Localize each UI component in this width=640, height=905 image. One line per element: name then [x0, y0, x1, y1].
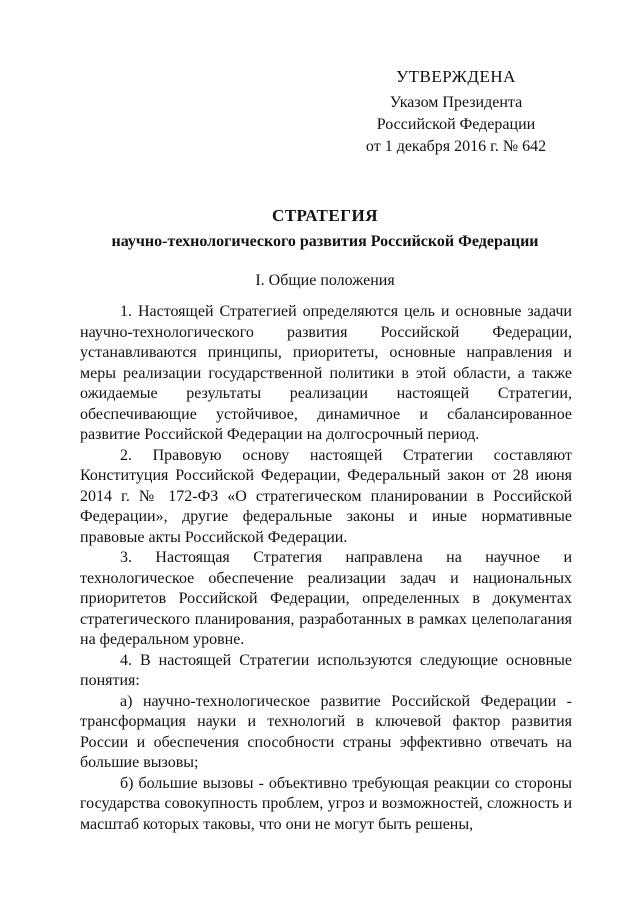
approval-stamp — [346, 66, 566, 158]
section-heading: I. Общие положения — [255, 272, 395, 289]
paragraph-4: 4. В настоящей Стратегии используются следующие основные понятия: — [80, 651, 572, 689]
paragraph-2: 2. Правовую основу настоящей Стратегии составляют Конституция Российской Федерации, Федеральный закон от 28 июня 2014 г. № 172-ФЗ «О стратегическом планировании в Российской Федерации», другие федеральные законы и иные нормативные правовые акты Российской Федерации. — [80, 446, 572, 546]
paragraph-4b: б) большие вызовы - объективно требующая реакции со стороны государства совокупность проблем, угроз и возможностей, сложность и масштаб которых таковы, что они не могут быть решены, — [80, 774, 572, 833]
approval-label: УТВЕРЖДЕНА — [396, 67, 516, 86]
approval-line-3: от 1 декабря 2016 г. № 642 — [365, 138, 547, 155]
approval-line-1: Указом Президента — [389, 94, 523, 111]
approval-line-2: Российской Федерации — [376, 116, 536, 133]
paragraph-4a: а) научно-технологическое развитие Российской Федерации - трансформация науки и технологий в ключевой фактор развития России и обеспечения способности страны эффективно отвечать на большие вызовы; — [80, 692, 572, 771]
paragraph-1: 1. Настоящей Стратегией определяются цель и основные задачи научно-технологического развития Российской Федерации, устанавливаются принципы, приоритеты, основные направления и меры реализации государственной политики в этой области, а также ожидаемые результаты реализации настоящей Стратегии, обеспечивающие устойчивое, динамичное и сбалансированное развитие Российской Федерации на долгосрочный период. — [80, 303, 572, 443]
document-title: СТРАТЕГИЯ — [271, 206, 379, 225]
title-block — [80, 205, 570, 253]
document-body — [80, 302, 572, 835]
paragraph-3: 3. Настоящая Стратегия направлена на научное и технологическое обеспечение реализации задач и национальных приоритетов Российской Федерации, определенных в документах стратегического планирования, разработанных в рамках целеполагания на федеральном уровне. — [80, 549, 572, 648]
document-subtitle: научно-технологического развития Российской Федерации — [111, 233, 539, 250]
